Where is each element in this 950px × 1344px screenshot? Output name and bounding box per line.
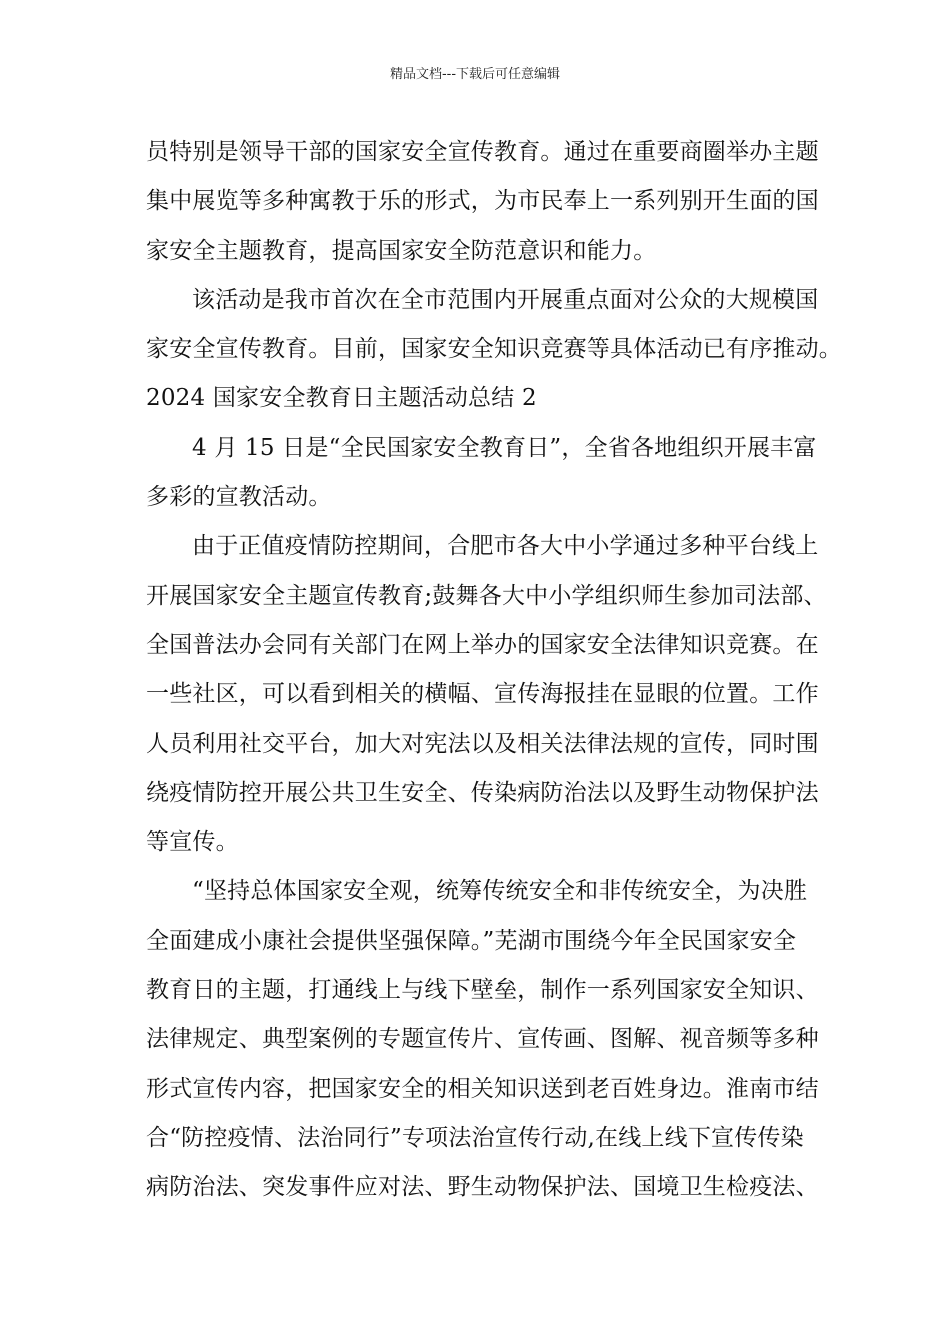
text-line: 等宣传。 <box>146 829 239 856</box>
text-line: 集中展览等多种寓教于乐的形式，为市民奉上一系列别开生面的国 <box>146 188 819 215</box>
text-line: 4 月 15 日是“全民国家安全教育日”，全省各地组织开展丰富 <box>192 434 817 461</box>
text-line: 多彩的宣教活动。 <box>146 484 332 511</box>
text-line: 由于正值疫情防控期间，合肥市各大中小学通过多种平台线上 <box>192 533 819 560</box>
text-line: 教育日的主题，打通线上与线下壁垒，制作一系列国家安全知识、 <box>146 977 819 1004</box>
text-line: 家安全主题教育，提高国家安全防范意识和能力。 <box>146 237 657 264</box>
text-line: 员特别是领导干部的国家安全宣传教育。通过在重要商圈举办主题 <box>146 139 819 165</box>
text-line: 合“防控疫情、法治同行”专项法治宣传行动,在线上线下宣传传染 <box>146 1124 804 1151</box>
text-line: “坚持总体国家安全观，统筹传统安全和非传统安全，为决胜 <box>192 878 808 905</box>
section-heading: 2024 国家安全教育日主题活动总结 2 <box>146 385 537 412</box>
text-line: 全国普法办会同有关部门在网上举办的国家安全法律知识竞赛。在 <box>146 631 819 658</box>
text-line: 一些社区，可以看到相关的横幅、宣传海报挂在显眼的位置。工作 <box>146 681 819 708</box>
text-line: 绕疫情防控开展公共卫生安全、传染病防治法以及野生动物保护法 <box>146 779 819 806</box>
text-line: 全面建成小康社会提供坚强保障。”芜湖市围绕今年全民国家安全 <box>146 927 797 954</box>
text-line: 人员利用社交平台，加大对宪法以及相关法律法规的宣传，同时围 <box>146 730 819 757</box>
text-line: 家安全宣传教育。目前，国家安全知识竞赛等具体活动已有序推动。 <box>146 336 842 363</box>
text-line: 开展国家安全主题宣传教育;鼓舞各大中小学组织师生参加司法部、 <box>146 582 827 609</box>
text-line: 该活动是我市首次在全市范围内开展重点面对公众的大规模国 <box>192 286 819 313</box>
document-body <box>146 128 842 1213</box>
text-line: 形式宣传内容，把国家安全的相关知识送到老百姓身边。淮南市结 <box>146 1075 819 1102</box>
text-line: 法律规定、典型案例的专题宣传片、宣传画、图解、视音频等多种 <box>146 1026 819 1053</box>
text-line: 病防治法、突发事件应对法、野生动物保护法、国境卫生检疫法、 <box>146 1174 819 1201</box>
page-header: 精品文档---下载后可任意编辑 <box>389 67 561 82</box>
